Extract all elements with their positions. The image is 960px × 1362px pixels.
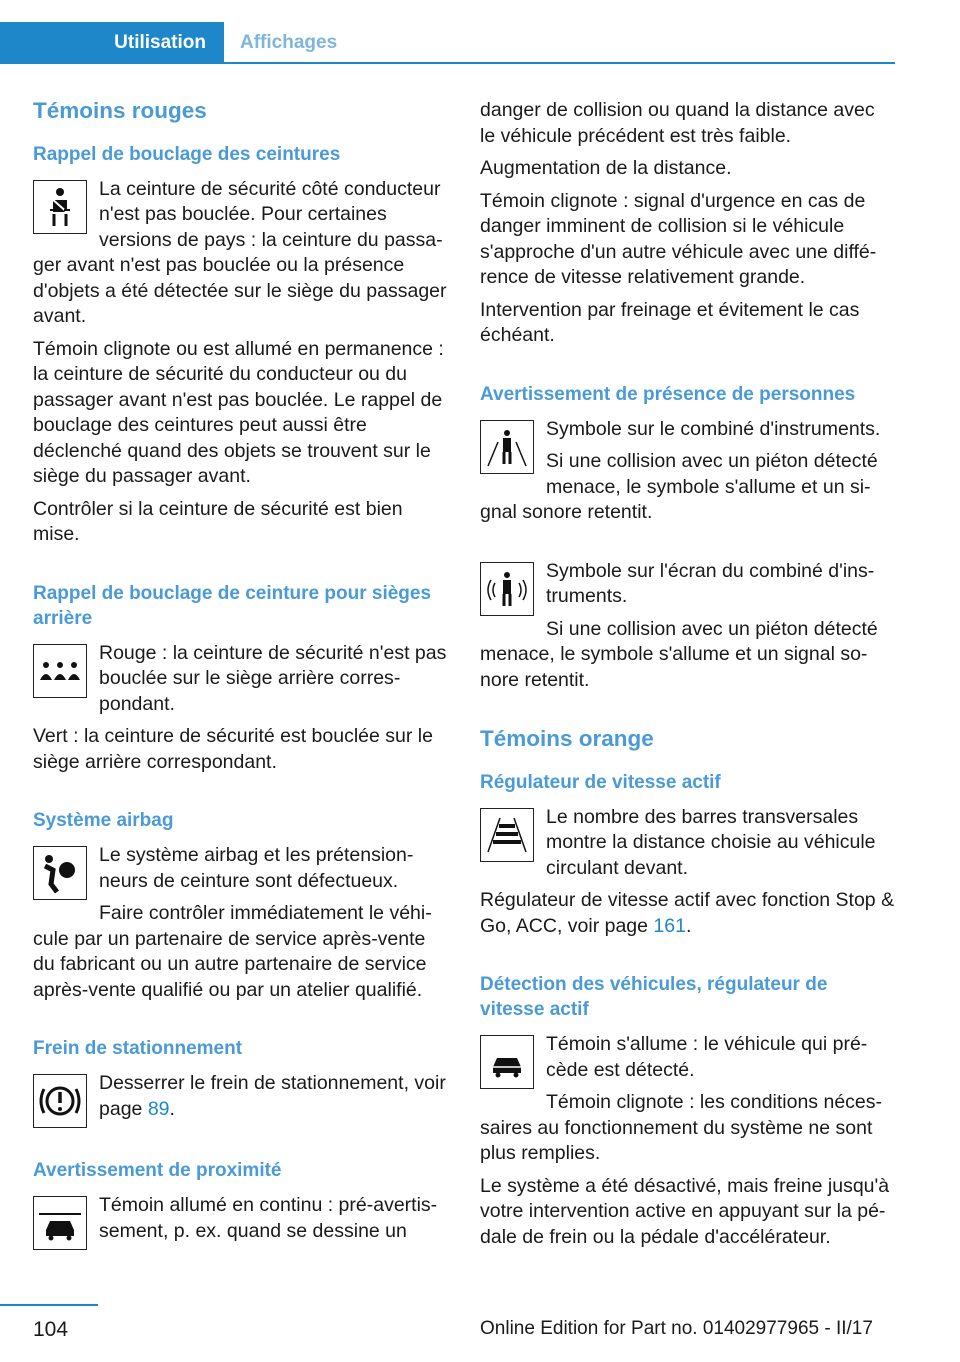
proximity-text-1: Témoin allumé en continu : pré-avertissement, p. ex. quand se dessine un — [99, 1194, 438, 1242]
seatbelt-text-3: Contrôler si la ceinture de sécurité est bien mise. — [33, 497, 403, 545]
tab-affichages[interactable]: Affichages — [240, 32, 338, 53]
proximity-text-2: danger de collision ou quand la distance avec le véhicule précédent est très faible. — [480, 99, 875, 147]
cruise-text-1: Le nombre des barres transversales montre la distance choisie au véhicule circulant devant. — [546, 805, 876, 879]
parking-brake-icon — [33, 1074, 87, 1128]
heading-red-lights: Témoins rouges — [33, 98, 207, 123]
left-column — [33, 98, 448, 1254]
vehicle-detection-text-2: Témoin clignote : les conditions nécessaires au fonctionnement du système ne sont plus remplies. — [480, 1091, 883, 1164]
pedestrian-text-4: Si une collision avec un piéton détecté menace, le symbole s'allume et un signal sonore retentit. — [480, 617, 878, 691]
edition-label: Online Edition for Part no. 01402977965 - II/17 — [480, 1318, 873, 1339]
airbag-text-2: Faire contrôler immédiatement le véhicule par un partenaire de service après-vente du fabricant ou un autre partenaire de service après-vente qualifié ou par un atelier qualifié. — [33, 902, 432, 1001]
rear-seatbelt-text-2: Vert : la ceinture de sécurité est bouclée sur le siège arrière correspondant. — [33, 725, 433, 773]
heading-orange-lights: Témoins orange — [480, 726, 654, 751]
airbag-icon — [33, 846, 87, 900]
rear-seatbelt-icon — [33, 644, 87, 698]
page-number: 104 — [33, 1318, 69, 1341]
cruise-text-2: Régulateur de vitesse actif avec fonction Stop & Go, ACC, voir page 161. — [480, 889, 895, 937]
page-link-89[interactable]: 89 — [147, 1097, 170, 1120]
seatbelt-icon — [33, 180, 87, 234]
pedestrian-warning-icon — [480, 420, 534, 474]
section-title-vehicle-detection: Détection des véhicules, régulateur de vitesse actif — [480, 974, 828, 1020]
vehicle-detection-text-1: Témoin s'allume : le véhicule qui précède est détecté. — [546, 1033, 868, 1081]
pedestrian-display-icon — [480, 562, 534, 616]
vehicle-detection-icon — [480, 1035, 534, 1089]
pedestrian-text-3: Symbole sur l'écran du combiné d'instruments. — [546, 559, 875, 607]
section-title-proximity: Avertissement de proximité — [33, 1160, 282, 1181]
tab-utilisation[interactable]: Utilisation — [0, 22, 224, 62]
rear-seatbelt-text-1: Rouge : la ceinture de sécurité n'est pas bouclée sur le siège arrière correspondant. — [99, 641, 447, 715]
section-title-cruise-control: Régulateur de vitesse actif — [480, 771, 721, 793]
vehicle-detection-text-3: Le système a été désactivé, mais freine jusqu'à votre intervention active en appuyant sur la pédale de frein ou la pédale d'accélérateur. — [480, 1174, 890, 1248]
cruise-distance-icon — [480, 808, 534, 862]
section-title-seatbelt: Rappel de bouclage des ceintures — [33, 143, 341, 165]
pedestrian-text-1: Symbole sur le combiné d'instruments. — [546, 417, 881, 440]
footer-rule — [0, 1304, 98, 1306]
section-title-airbag: Système airbag — [33, 810, 174, 831]
proximity-text-5: Intervention par freinage et évitement le cas échéant. — [480, 298, 860, 346]
section-title-parking-brake: Frein de stationnement — [33, 1038, 243, 1059]
seatbelt-text-2: Témoin clignote ou est allumé en permanence : la ceinture de sécurité du conducteur ou du passager avant n'est pas bouclée. Le rappel de bouclage des ceintures peut aussi être déclenché quand des objets se trouvent sur le siège du passager avant. — [33, 337, 444, 487]
proximity-text-3: Augmentation de la distance. — [480, 157, 732, 179]
airbag-text-1: Le système airbag et les prétensionneurs de ceinture sont défectueux. — [99, 844, 414, 892]
collision-warning-icon — [33, 1196, 87, 1250]
parking-brake-text-1: Desserrer le frein de stationnement, voir page 89. — [99, 1072, 446, 1120]
proximity-text-4: Témoin clignote : signal d'urgence en cas de danger imminent de collision si le véhicule s'approche d'un autre véhicule avec une différence de vitesse relativement grande. — [480, 189, 877, 288]
right-column — [480, 98, 895, 1257]
section-title-rear-seatbelt: Rappel de bouclage de ceinture pour sièges arrière — [33, 582, 432, 629]
seatbelt-text-1: La ceinture de sécurité côté conducteur n'est pas bouclée. Pour certaines versions de pays : la ceinture du passager avant n'est pas bouclée ou la présence d'objets a été détectée sur le siège du passager avant. — [33, 177, 447, 327]
header-tabs — [0, 22, 895, 64]
section-title-pedestrian: Avertissement de présence de personnes — [480, 383, 856, 405]
pedestrian-text-2: Si une collision avec un piéton détecté menace, le symbole s'allume et un signal sonore retentit. — [480, 450, 878, 523]
page-link-161[interactable]: 161 — [653, 914, 686, 937]
